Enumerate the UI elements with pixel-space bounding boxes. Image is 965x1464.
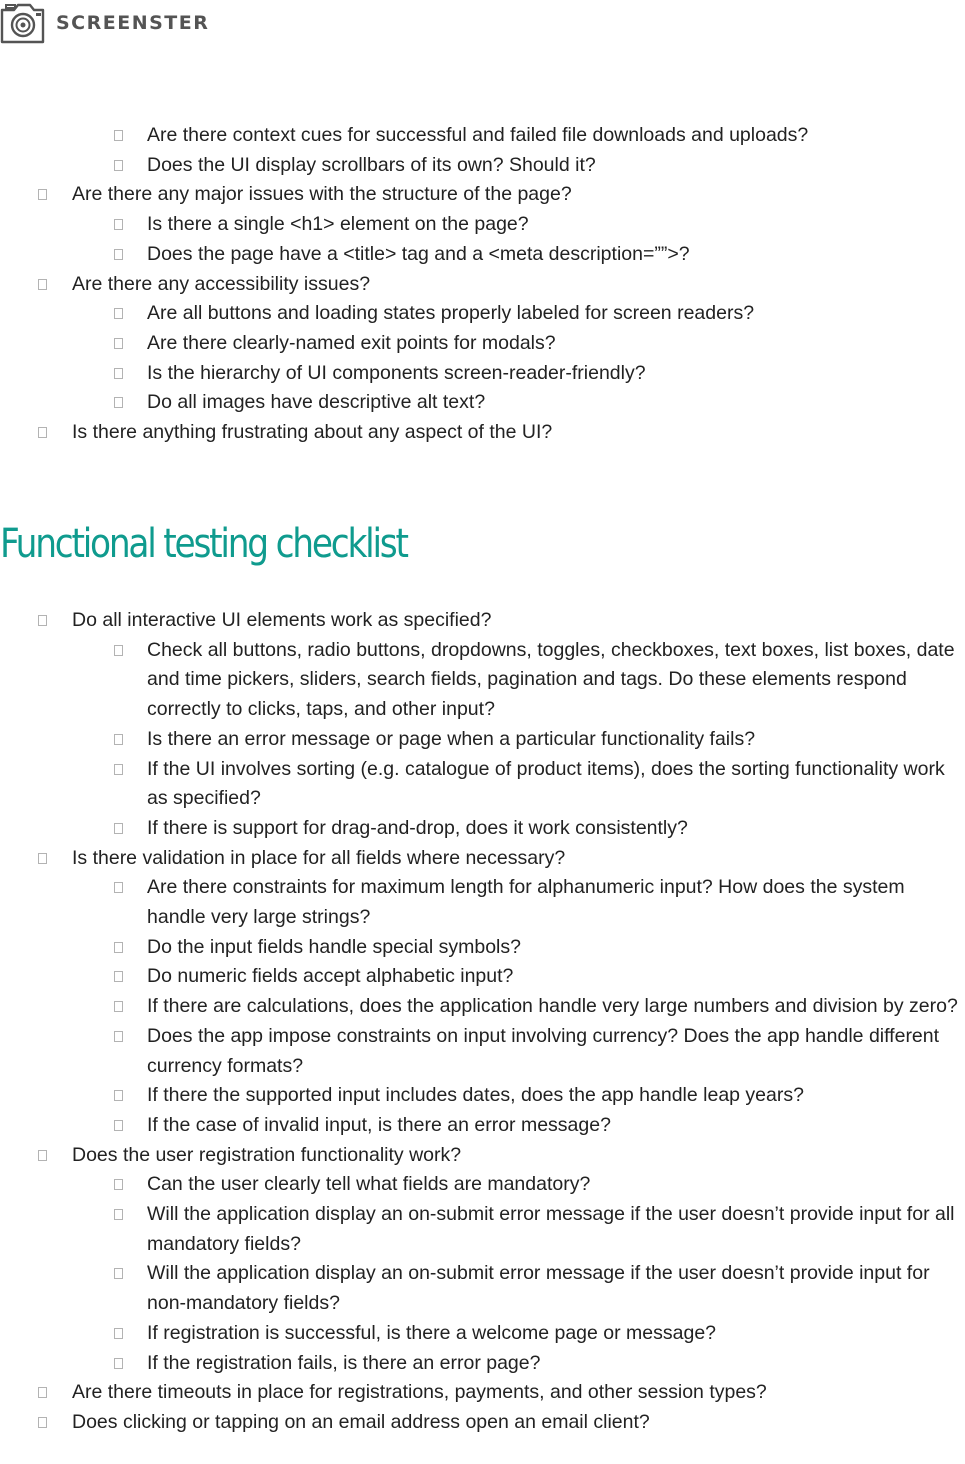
checkbox[interactable] [114,1358,123,1369]
checklist-subitem [0,210,965,240]
checklist-item [0,1141,965,1171]
checkbox[interactable] [114,1090,123,1101]
section-title: Functional testing checklist [0,521,407,567]
checkbox[interactable] [38,1150,47,1161]
checkbox[interactable] [114,734,123,745]
checklist-item-text: Do the input fields handle special symbols? [147,935,521,958]
checklist-item-text: Are there constraints for maximum length for alphanumeric input? How does the system handle very large strings? [147,876,905,929]
checklist-subitem [0,992,965,1022]
checklist-item-text: If the UI involves sorting (e.g. catalogue of product items), does the sorting functionality work as specified? [147,757,945,810]
checkbox[interactable] [114,397,123,408]
checklist-item-text: Are there any accessibility issues? [72,272,371,295]
checkbox[interactable] [114,308,123,319]
checklist-item-text: If the registration fails, is there an error page? [147,1351,541,1374]
checklist-subitem [0,636,965,725]
checklist-item-text: Is there anything frustrating about any aspect of the UI? [72,421,553,444]
checkbox[interactable] [114,645,123,656]
checkbox[interactable] [114,764,123,775]
checklist-subitem [0,240,965,270]
checkbox[interactable] [38,615,47,626]
checkbox[interactable] [114,1209,123,1220]
checkbox[interactable] [114,823,123,834]
checklist-subitem [0,329,965,359]
checklist-item-text: Do numeric fields accept alphabetic input? [147,965,514,988]
checkbox[interactable] [114,368,123,379]
checkbox[interactable] [114,1031,123,1042]
checkbox[interactable] [114,942,123,953]
checkbox[interactable] [38,189,47,200]
checklist-top [0,121,965,448]
checklist-subitem [0,121,965,151]
checklist-item [0,1408,965,1438]
checklist-subitem [0,1319,965,1349]
checklist-subitem [0,1022,965,1081]
checklist-subitem [0,725,965,755]
checklist-subitem [0,359,965,389]
checklist-item-text: Is there a single <h1> element on the page? [147,213,529,236]
checklist-item-text: Are there clearly-named exit points for modals? [147,331,556,354]
checklist-item [0,1378,965,1408]
checklist-item-text: Does the page have a <title> tag and a <meta description=””>? [147,242,690,265]
checkbox[interactable] [114,1001,123,1012]
checklist-item-text: Is the hierarchy of UI components screen-reader-friendly? [147,361,646,384]
checklist-item-text: Is there an error message or page when a particular functionality fails? [147,727,756,750]
checklist-item [0,270,965,300]
checklist-subitem [0,1259,965,1318]
checklist-item-text: Is there validation in place for all fields where necessary? [72,846,566,869]
checkbox[interactable] [114,338,123,349]
checkbox[interactable] [38,427,47,438]
checkbox[interactable] [114,971,123,982]
checklist-subitem [0,151,965,181]
checklist-item-text: If the case of invalid input, is there an error message? [147,1113,611,1136]
checklist-subitem [0,873,965,932]
checkbox[interactable] [38,1417,47,1428]
checklist-item-text: Does the app impose constraints on input involving currency? Does the app handle different currency formats? [147,1024,940,1077]
camera-icon [0,1,46,45]
checkbox[interactable] [38,279,47,290]
checkbox[interactable] [114,1120,123,1131]
checklist-item-text: Do all images have descriptive alt text? [147,391,486,414]
checklist-subitem [0,814,965,844]
checkbox[interactable] [114,1268,123,1279]
checklist-subitem [0,1111,965,1141]
checklist-subitem [0,1349,965,1379]
checklist-item [0,844,965,874]
checklist-item-text: Does the user registration functionality work? [72,1143,462,1166]
checklist-item-text: Are there any major issues with the structure of the page? [72,183,572,206]
checklist-subitem [0,388,965,418]
checklist-item [0,418,965,448]
checklist-item-text: Will the application display an on-submit error message if the user doesn’t provide input for non-mandatory fields? [147,1262,930,1315]
checkbox[interactable] [114,219,123,230]
checklist-subitem [0,1081,965,1111]
checklist-item-text: Does the UI display scrollbars of its own? Should it? [147,153,596,176]
brand-name: SCREENSTER [56,12,210,34]
checklist-subitem [0,933,965,963]
checklist-item-text: Do all interactive UI elements work as specified? [72,609,492,631]
checkbox[interactable] [114,249,123,260]
checkbox[interactable] [114,882,123,893]
checklist-item-text: Can the user clearly tell what fields are mandatory? [147,1173,591,1196]
checklist-subitem [0,755,965,814]
checkbox[interactable] [114,130,123,141]
checklist-item-text: Are there context cues for successful and failed file downloads and uploads? [147,124,809,146]
checklist-item [0,180,965,210]
checklist-item [0,606,965,636]
checklist-subitem [0,299,965,329]
functional-checklist [0,606,965,1438]
checklist-item-text: If there are calculations, does the application handle very large numbers and division by zero? [147,995,958,1018]
checkbox[interactable] [38,853,47,864]
header [0,0,209,46]
checkbox[interactable] [114,1179,123,1190]
checklist-item-text: Are all buttons and loading states properly labeled for screen readers? [147,302,755,325]
checklist-subitem [0,962,965,992]
checkbox[interactable] [114,1328,123,1339]
checkbox[interactable] [38,1387,47,1398]
checklist-item-text: If registration is successful, is there a welcome page or message? [147,1321,717,1344]
checklist-item-text: Check all buttons, radio buttons, dropdowns, toggles, checkboxes, text boxes, list boxes, date and time pickers, sliders, search fields, pagination and tags. Do these elements respond correctly to clicks, taps, and other input? [147,638,955,721]
checklist-item-text: Are there timeouts in place for registrations, payments, and other session types? [72,1381,767,1404]
checklist-item-text: If there is support for drag-and-drop, does it work consistently? [147,816,688,839]
checklist-subitem [0,1170,965,1200]
checklist-item-text: Will the application display an on-submit error message if the user doesn’t provide input for all mandatory fields? [147,1203,955,1255]
checklist-item-text: Does clicking or tapping on an email address open an email client? [72,1410,650,1433]
checklist-item-text: If there the supported input includes dates, does the app handle leap years? [147,1084,804,1107]
checklist-subitem [0,1200,965,1259]
checkbox[interactable] [114,160,123,171]
